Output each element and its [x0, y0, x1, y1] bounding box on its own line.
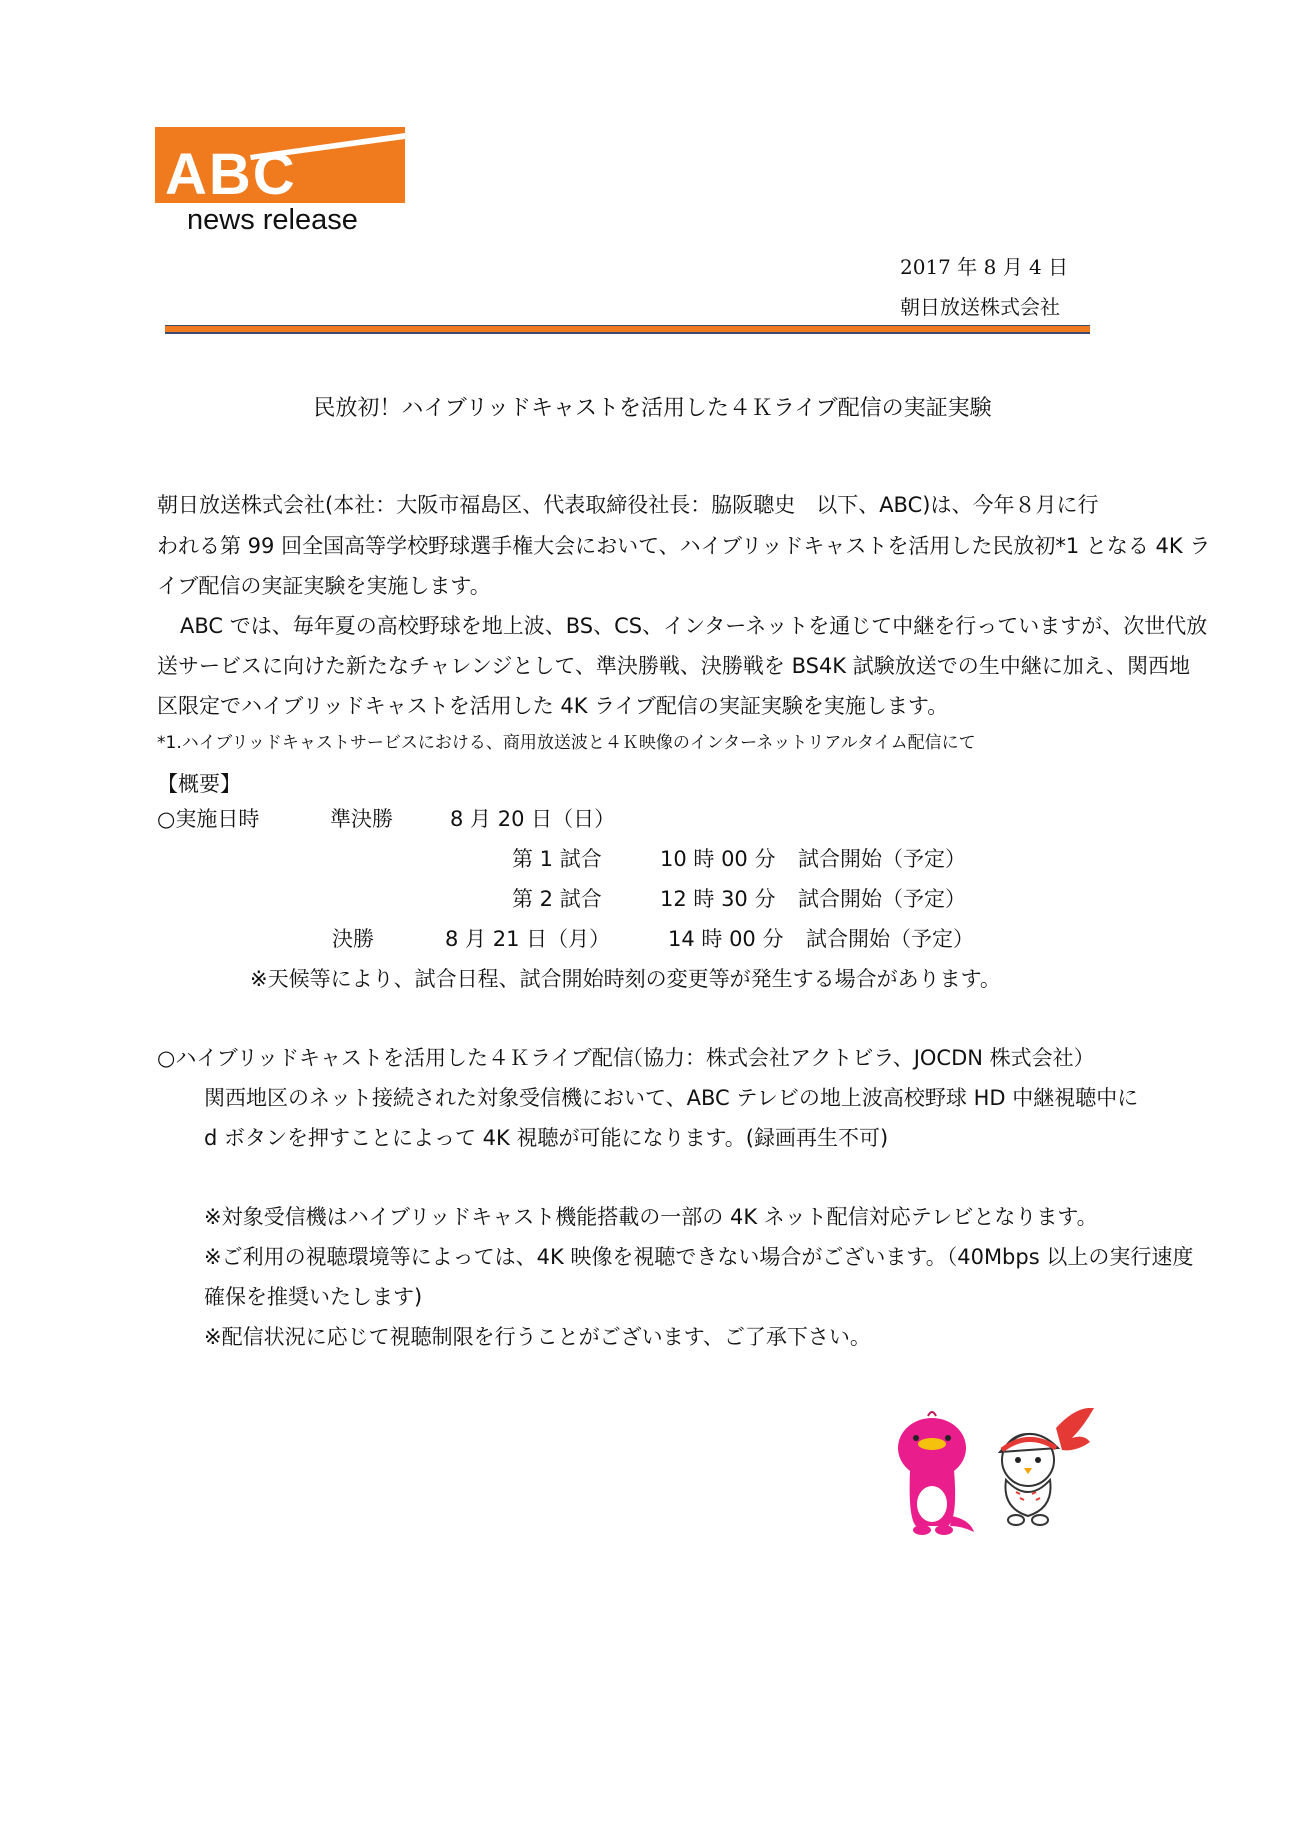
live-cooperation: （協力：株式会社アクトビラ、JOCDN 株式会社）: [622, 1046, 1095, 1070]
game1-time: 10 時 00 分: [660, 847, 776, 871]
company-name: 朝日放送株式会社: [900, 295, 1060, 319]
live-note2-line2: 確保を推奨いたします): [204, 1285, 423, 1309]
game1-label: 第 1 試合: [512, 847, 602, 871]
game2-start: 試合開始（予定）: [798, 887, 966, 911]
game2-time: 12 時 30 分: [660, 887, 776, 911]
body-p2-line1: ABC では、毎年夏の高校野球を地上波、BS、CS、インターネットを通じて中継を行っていますが、次世代放: [180, 614, 1208, 638]
news-release-label: news release: [187, 204, 358, 236]
body-p1-line3: イブ配信の実証実験を実施します。: [157, 574, 491, 598]
semifinal-date: 8 月 20 日（日）: [450, 807, 616, 831]
live-note3: ※配信状況に応じて視聴制限を行うことがございます、ご了承下さい。: [204, 1325, 871, 1349]
live-note1: ※対象受信機はハイブリッドキャスト機能搭載の一部の 4K ネット配信対応テレビとなります。: [204, 1205, 1098, 1229]
schedule-label: ○実施日時: [157, 807, 260, 831]
game1-start: 試合開始（予定）: [798, 847, 966, 871]
release-date: 2017 年 8 月 4 日: [900, 255, 1069, 279]
overview-heading: 【概要】: [157, 772, 241, 796]
mascot-illustrations: [888, 1408, 1096, 1540]
body-p1-line2: われる第 99 回全国高等学校野球選手権大会において、ハイブリッドキャストを活用した民放初*1 となる 4K ラ: [157, 534, 1211, 558]
footnote: *1.ハイブリッドキャストサービスにおける、商用放送波と４Ｋ映像のインターネットリアルタイム配信にて: [157, 733, 976, 753]
game2-label: 第 2 試合: [512, 887, 602, 911]
live-heading: ○ハイブリッドキャストを活用した４Ｋライブ配信: [157, 1046, 634, 1070]
final-time: 14 時 00 分: [668, 927, 784, 951]
weather-note: ※天候等により、試合日程、試合開始時刻の変更等が発生する場合があります。: [250, 967, 1001, 991]
abc-logo: [155, 127, 405, 203]
header-rule: [165, 325, 1090, 334]
final-date: 8 月 21 日（月）: [445, 927, 611, 951]
live-desc-line1: 関西地区のネット接続された対象受信機において、ABC テレビの地上波高校野球 HD 中継視聴中に: [204, 1086, 1139, 1110]
semifinal-label: 準決勝: [330, 807, 393, 831]
page-title: 民放初！ハイブリッドキャストを活用した４Ｋライブ配信の実証実験: [313, 396, 992, 421]
final-start: 試合開始（予定）: [806, 927, 974, 951]
baseball-mascot-icon: [1000, 1408, 1094, 1525]
final-label: 決勝: [332, 927, 374, 951]
live-note2-line1: ※ご利用の視聴環境等によっては、4K 映像を視聴できない場合がございます。（40Mbps 以上の実行速度: [204, 1245, 1194, 1269]
live-desc-line2: d ボタンを押すことによって 4K 視聴が可能になります。(録画再生不可): [204, 1126, 889, 1150]
pink-mascot-icon: [898, 1412, 974, 1535]
logo-text: ABC: [165, 142, 297, 203]
body-p2-line2: 送サービスに向けた新たなチャレンジとして、準決勝戦、決勝戦を BS4K 試験放送での生中継に加え、関西地: [157, 654, 1191, 678]
body-p2-line3: 区限定でハイブリッドキャストを活用した 4K ライブ配信の実証実験を実施します。: [157, 694, 949, 718]
body-p1-line1: 朝日放送株式会社(本社：大阪市福島区、代表取締役社長：脇阪聰史 以下、ABC)は、今年８月に行: [157, 493, 1099, 517]
